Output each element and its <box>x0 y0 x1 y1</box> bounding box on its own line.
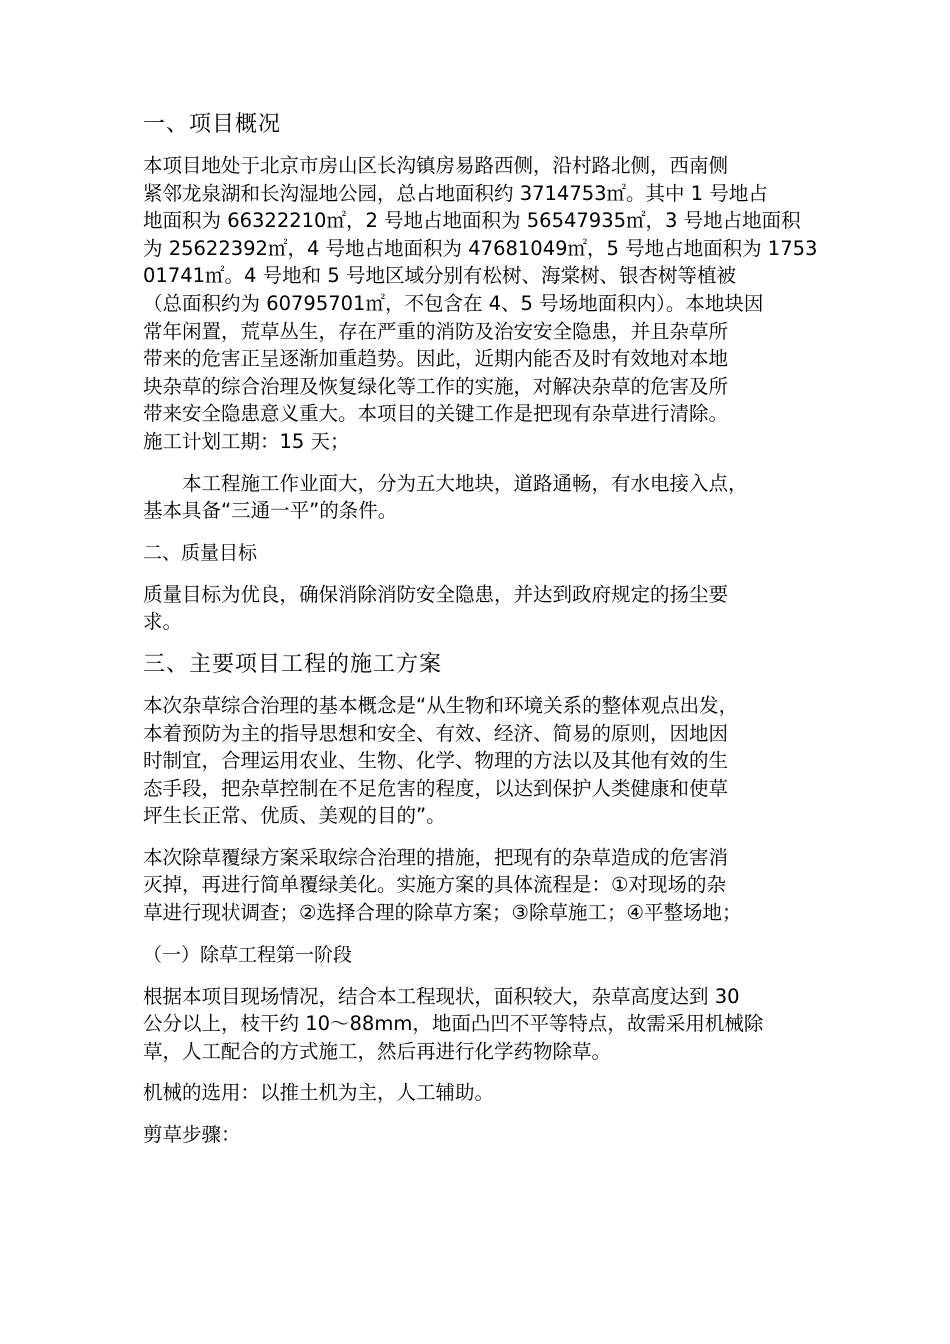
paragraph-implementation-flow <box>143 844 833 927</box>
text-line: 施工计划工期：15 天； <box>143 429 350 453</box>
text-line: 本项目地处于北京市房山区长沟镇房易路西侧，沿村路北侧，西南侧 <box>143 154 729 177</box>
text-line: 质量目标为优良，确保消除消防安全隐患，并达到政府规定的扬尘要 <box>143 582 729 606</box>
paragraph-machinery-selection: 机械的选用：以推土机为主，人工辅助。 <box>143 1081 495 1105</box>
text-line: 态手段，把杂草控制在不足危害的程度，以达到保护人类健康和使草 <box>143 776 729 800</box>
text-line: 地面积为 66322210㎡，2 号地占地面积为 56547935㎡，3 号地占地面积 <box>143 209 801 233</box>
text-line: 本次除草覆绿方案采取综合治理的措施，把现有的杂草造成的危害消 <box>143 845 729 869</box>
text-line: 常年闲置，荒草丛生，存在严重的消防及治安安全隐患，并且杂草所 <box>143 319 729 343</box>
text-line: 块杂草的综合治理及恢复绿化等工作的实施，对解决杂草的危害及所 <box>143 374 729 398</box>
paragraph-mowing-steps: 剪草步骤： <box>143 1123 241 1147</box>
text-line: 求。 <box>143 610 183 634</box>
text-line: （总面积约为 60795701㎡，不包含在 4、5 号场地面积内）。本地块因 <box>143 291 764 315</box>
text-line: 01741㎡。4 号地和 5 号地区域分别有松树、海棠树、银杏树等植被 <box>143 264 736 288</box>
text-line: 时制宜，合理运用农业、生物、化学、物理的方法以及其他有效的生 <box>143 749 729 773</box>
section-heading-quality-target: 二、质量目标 <box>143 541 258 564</box>
document-page <box>143 110 833 1163</box>
paragraph-project-description <box>143 152 833 456</box>
text-line: 灭掉，再进行简单覆绿美化。实施方案的具体流程是：①对现场的杂 <box>143 873 726 897</box>
text-line: 紧邻龙泉湖和长沟湿地公园，总占地面积约 3714753㎡。其中 1 号地占 <box>143 181 768 205</box>
subsection-heading-phase-one: （一）除草工程第一阶段 <box>143 943 353 966</box>
text-line: 草，人工配合的方式施工，然后再进行化学药物除草。 <box>143 1039 612 1063</box>
section-heading-construction-plan: 三、主要项目工程的施工方案 <box>143 651 443 677</box>
text-line: 带来安全隐患意义重大。本项目的关键工作是把现有杂草进行清除。 <box>143 402 729 426</box>
paragraph-phase-one-method <box>143 983 833 1066</box>
text-line: 坪生长正常、优质、美观的目的”。 <box>143 804 446 828</box>
text-line: 根据本项目现场情况，结合本工程现状，面积较大，杂草高度达到 30 <box>143 984 740 1008</box>
text-line: 基本具备“三通一平”的条件。 <box>143 499 398 523</box>
text-line: 带来的危害正呈逐渐加重趋势。因此，近期内能否及时有效地对本地 <box>143 347 729 371</box>
text-line: 草进行现状调查；②选择合理的除草方案；③除草施工；④平整场地； <box>143 901 742 925</box>
paragraph-quality-target <box>143 581 833 636</box>
text-line: 本工程施工作业面大，分为五大地块，道路通畅，有水电接入点， <box>182 471 748 495</box>
text-line: 公分以上，枝干约 10～88mm，地面凸凹不平等特点，故需采用机械除 <box>143 1012 764 1036</box>
text-line: 本着预防为主的指导思想和安全、有效、经济、简易的原则，因地因 <box>143 721 729 745</box>
text-line: 为 25622392㎡，4 号地占地面积为 47681049㎡，5 号地占地面积为 1753 <box>143 236 818 260</box>
text-line: 本次杂草综合治理的基本概念是“从生物和环境关系的整体观点出发， <box>143 693 739 717</box>
section-heading-project-overview: 一、项目概况 <box>143 112 282 137</box>
paragraph-site-conditions <box>143 470 833 525</box>
paragraph-weed-control-concept <box>143 692 833 830</box>
